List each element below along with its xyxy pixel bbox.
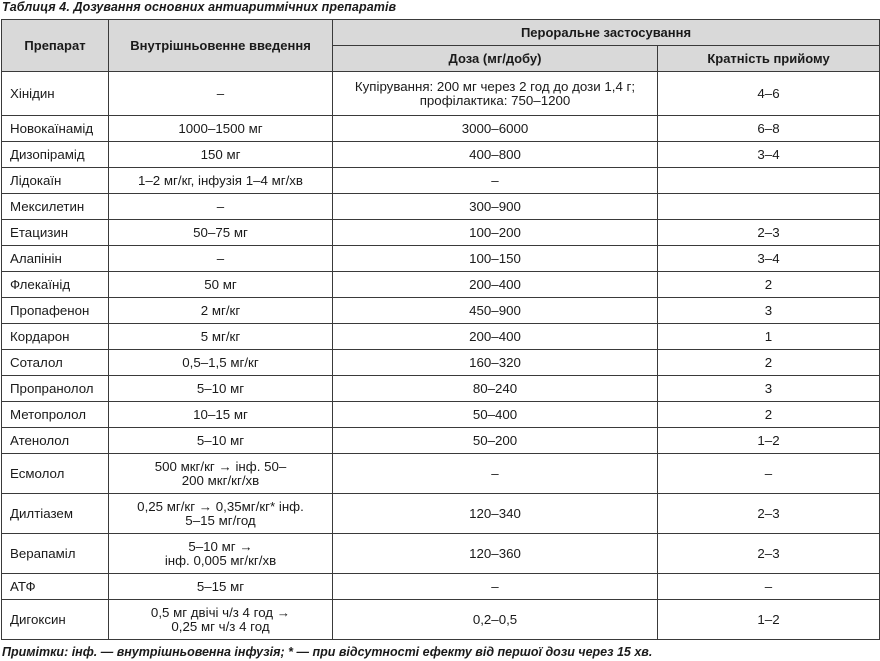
frequency: 3–4 [658,142,880,168]
drug-name: Новокаїнамід [2,116,109,142]
frequency: 2 [658,402,880,428]
iv-dose: 50 мг [109,272,333,298]
frequency: 2–3 [658,220,880,246]
iv-dose-line: 5–15 мг/год [185,512,256,528]
iv-dose-line: 5–10 мг → [188,538,253,554]
drug-name: Етацизин [2,220,109,246]
table-row [2,220,880,246]
table-row [2,246,880,272]
iv-dose: 5 мг/кг [109,324,333,350]
iv-dose-line: 200 мкг/кг/хв [181,472,260,488]
header-oral: Пероральне застосування [333,20,880,46]
drug-name: Лідокаїн [2,168,109,194]
oral-dose-line: Купірування: 200 мг через 2 год до дози 1,4 г; [354,78,636,94]
iv-dose: – [109,72,333,116]
table-footnote: Примітки: інф. — внутрішньовенна інфузія; * — при відсутності ефекту від першої дози через 15 хв. [2,645,653,659]
oral-dose: 450–900 [333,298,658,324]
drug-name: Кордарон [2,324,109,350]
oral-dose: 0,2–0,5 [333,600,658,640]
table-row [2,428,880,454]
drug-name: Метопролол [2,402,109,428]
table-row [2,494,880,534]
oral-dose: 200–400 [333,324,658,350]
frequency: 2–3 [658,534,880,574]
table-row [2,298,880,324]
frequency: 2 [658,272,880,298]
iv-dose [109,494,333,534]
oral-dose: – [333,168,658,194]
table-row [2,72,880,116]
frequency: 4–6 [658,72,880,116]
frequency: 3–4 [658,246,880,272]
oral-dose: – [333,574,658,600]
iv-dose [109,534,333,574]
drug-name: Алапінін [2,246,109,272]
drug-name: Дилтіазем [2,494,109,534]
iv-dose-line: інф. 0,005 мг/кг/хв [164,552,277,568]
drug-name: Пропафенон [2,298,109,324]
iv-dose: 5–15 мг [109,574,333,600]
oral-dose: 80–240 [333,376,658,402]
iv-dose-line: 0,25 мг/кг → 0,35мг/кг* інф. [137,498,304,514]
table-row [2,272,880,298]
iv-dose: 1000–1500 мг [109,116,333,142]
oral-dose: 50–400 [333,402,658,428]
table-caption: Таблиця 4. Дозування основних антиаритмічних препаратів [2,0,397,14]
drug-name: Соталол [2,350,109,376]
frequency [658,168,880,194]
oral-dose [333,72,658,116]
drug-name: Хінідин [2,72,109,116]
dosage-table [1,19,880,640]
drug-name: Пропранолол [2,376,109,402]
oral-dose: 100–200 [333,220,658,246]
table-row [2,454,880,494]
drug-name: Есмолол [2,454,109,494]
drug-name: АТФ [2,574,109,600]
table-row [2,534,880,574]
table-row [2,194,880,220]
table-row [2,402,880,428]
iv-dose: 5–10 мг [109,376,333,402]
oral-dose: 160–320 [333,350,658,376]
oral-dose: 50–200 [333,428,658,454]
header-frequency: Кратність прийому [658,46,880,72]
table-row [2,350,880,376]
iv-dose: – [109,246,333,272]
iv-dose: 50–75 мг [109,220,333,246]
frequency: – [658,454,880,494]
iv-dose-line: 0,25 мг ч/з 4 год [171,618,270,634]
iv-dose: 1–2 мг/кг, інфузія 1–4 мг/хв [109,168,333,194]
iv-dose-line: 500 мкг/кг → інф. 50– [154,458,287,474]
drug-name: Атенолол [2,428,109,454]
frequency: 3 [658,376,880,402]
oral-dose: – [333,454,658,494]
frequency: 2 [658,350,880,376]
oral-dose: 120–360 [333,534,658,574]
iv-dose: – [109,194,333,220]
iv-dose: 10–15 мг [109,402,333,428]
table-row [2,168,880,194]
drug-name: Дигоксин [2,600,109,640]
header-drug: Препарат [2,20,109,72]
table-row [2,324,880,350]
oral-dose: 400–800 [333,142,658,168]
iv-dose: 2 мг/кг [109,298,333,324]
drug-name: Верапаміл [2,534,109,574]
header-dose: Доза (мг/добу) [333,46,658,72]
table-row [2,376,880,402]
iv-dose: 150 мг [109,142,333,168]
oral-dose: 200–400 [333,272,658,298]
drug-name: Дизопірамід [2,142,109,168]
drug-name: Мексилетин [2,194,109,220]
oral-dose: 120–340 [333,494,658,534]
table-row [2,574,880,600]
iv-dose: 0,5–1,5 мг/кг [109,350,333,376]
iv-dose [109,454,333,494]
frequency: 6–8 [658,116,880,142]
header-iv: Внутрішньовенне введення [109,20,333,72]
table-row [2,600,880,640]
frequency: 2–3 [658,494,880,534]
iv-dose: 5–10 мг [109,428,333,454]
oral-dose: 100–150 [333,246,658,272]
oral-dose: 300–900 [333,194,658,220]
oral-dose-line: профілактика: 750–1200 [419,92,571,108]
iv-dose-line: 0,5 мг двічі ч/з 4 год → [150,604,291,620]
drug-name: Флекаїнід [2,272,109,298]
frequency: 1–2 [658,428,880,454]
table-row [2,142,880,168]
iv-dose [109,600,333,640]
frequency: 1 [658,324,880,350]
frequency: 1–2 [658,600,880,640]
frequency [658,194,880,220]
oral-dose: 3000–6000 [333,116,658,142]
frequency: – [658,574,880,600]
frequency: 3 [658,298,880,324]
table-row [2,116,880,142]
